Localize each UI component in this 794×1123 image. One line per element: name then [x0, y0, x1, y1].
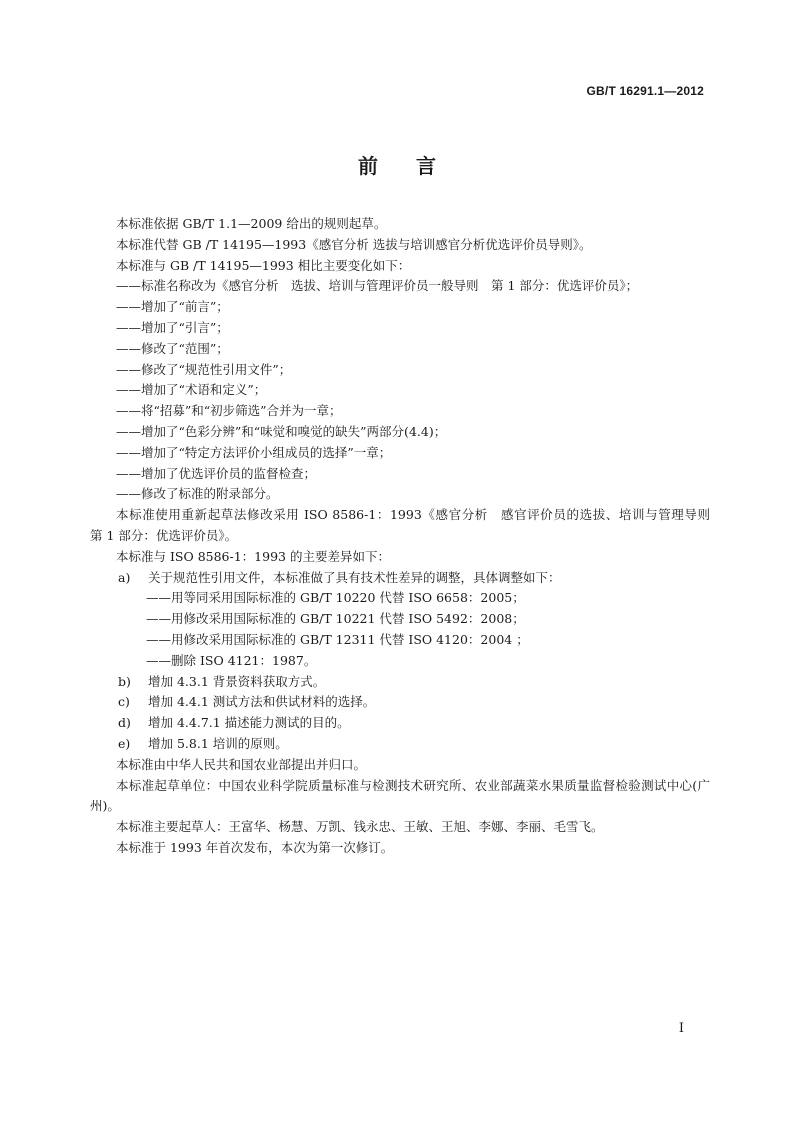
list-item: ——增加了“引言”； — [116, 319, 229, 335]
changes-list — [90, 276, 710, 505]
list-item: ——用等同采用国际标准的 GB/T 10220 代替 ISO 6658：2005； — [146, 590, 525, 606]
item-text: 增加 4.3.1 背景资料获取方式。 — [148, 673, 326, 689]
list-item: ——将“招募”和“初步筛选”合并为一章； — [116, 403, 342, 419]
paragraph-adoption: 本标准使用重新起草法修改采用 ISO 8586-1：1993《感官分析 感官评价员的选拔、培训与管理导则 第 1 部分：优选评价员》。 — [90, 507, 723, 543]
item-text: 增加 4.4.1 测试方法和供试材料的选择。 — [148, 694, 376, 710]
paragraph-differences-intro: 本标准与 ISO 8586-1：1993 的主要差异如下： — [116, 548, 390, 564]
paragraph-drafting-rules: 本标准依据 GB/T 1.1—2009 给出的规则起草。 — [116, 216, 387, 231]
list-item — [90, 734, 710, 755]
paragraph-changes-intro: 本标准与 GB /T 14195—1993 相比主要变化如下： — [116, 257, 411, 273]
list-item: ——增加了“色彩分辨”和“味觉和嗅觉的缺失”两部分(4.4)； — [116, 423, 447, 439]
item-marker: b) — [118, 673, 131, 689]
paragraph-replaces: 本标准代替 GB /T 14195—1993《感官分析 选拔与培训感官分析优选评价员导则》。 — [116, 236, 592, 252]
list-item — [90, 713, 710, 734]
list-item: ——增加了优选评价员的监督检查； — [116, 465, 317, 481]
list-item: ——增加了“术语和定义”； — [116, 382, 267, 398]
list-item — [90, 672, 710, 693]
item-marker: c) — [118, 694, 130, 710]
item-text: 增加 5.8.1 培训的原则。 — [148, 735, 288, 751]
page-title: 前言 — [358, 154, 474, 178]
list-item: ——标准名称改为《感官分析 选拔、培训与管理评价员一般导则 第 1 部分：优选评价员》； — [116, 278, 639, 294]
list-item: ——删除 ISO 4121：1987。 — [146, 652, 317, 668]
list-item: ——修改了“范围”； — [116, 340, 229, 356]
list-item: ——用修改采用国际标准的 GB/T 10221 代替 ISO 5492：2008； — [146, 611, 525, 627]
standard-code: GB/T 16291.1—2012 — [586, 84, 704, 98]
paragraph-drafters: 本标准主要起草人：王富华、杨慧、万凯、钱永忠、王敏、王旭、李娜、李丽、毛雪飞。 — [116, 819, 604, 835]
item-text: 增加 4.4.7.1 描述能力测试的目的。 — [148, 715, 350, 731]
list-item: ——用修改采用国际标准的 GB/T 12311 代替 ISO 4120：2004 ； — [146, 631, 529, 647]
list-item: ——修改了标准的附录部分。 — [116, 486, 279, 502]
item-marker: e) — [118, 735, 131, 751]
item-text: 关于规范性引用文件，本标准做了具有技术性差异的调整，具体调整如下： — [148, 569, 561, 585]
paragraph-proposer: 本标准由中华人民共和国农业部提出并归口。 — [116, 756, 367, 772]
item-marker: a) — [118, 569, 131, 585]
list-item: ——修改了“规范性引用文件”； — [116, 361, 292, 377]
item-marker: d) — [118, 715, 131, 731]
paragraph-history: 本标准于 1993 年首次发布，本次为第一次修订。 — [116, 839, 394, 855]
paragraph-drafting-units: 本标准起草单位：中国农业科学院质量标准与检测技术研究所、农业部蔬菜水果质量监督检验测试中心(广州)。 — [90, 777, 710, 814]
list-item: ——增加了“前言”； — [116, 299, 229, 315]
list-item — [90, 568, 710, 589]
list-item — [90, 692, 710, 713]
list-item: ——增加了“特定方法评价小组成员的选择”一章； — [116, 444, 392, 460]
foreword-body — [90, 214, 723, 859]
differences-list — [90, 568, 710, 755]
page-number: I — [678, 1021, 684, 1036]
